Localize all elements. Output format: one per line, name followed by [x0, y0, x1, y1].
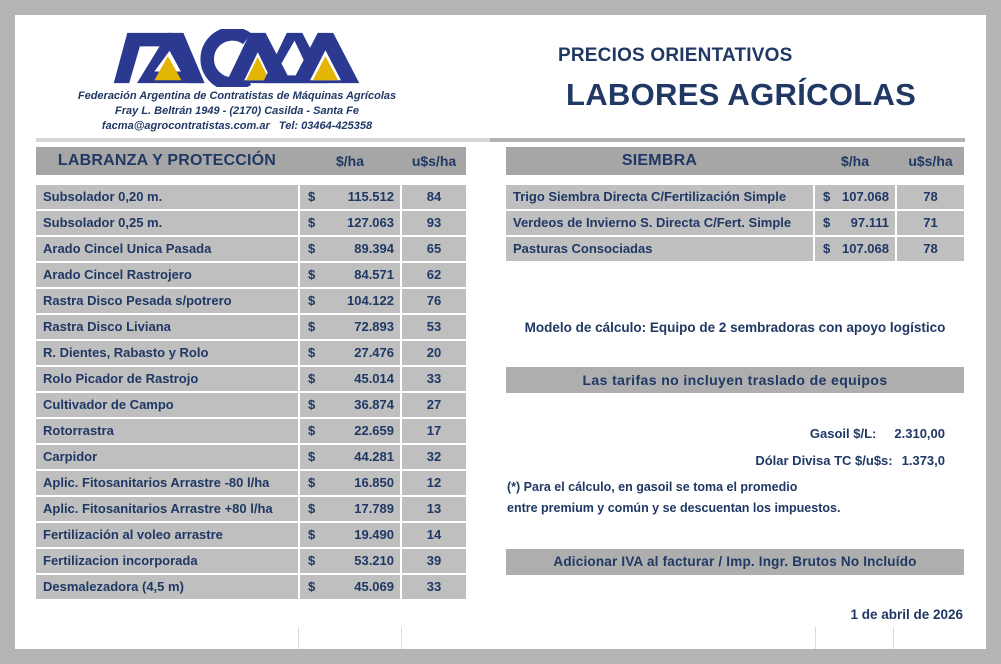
row-label: Pasturas Consociadas: [506, 237, 813, 261]
table-row: [506, 237, 964, 261]
table-row: [36, 367, 466, 391]
pesos-value: 53.210: [354, 553, 394, 568]
table-row: [36, 497, 466, 521]
dolar-label: Dólar Divisa TC $/u$s:: [755, 453, 893, 468]
row-price-usd: 39: [402, 549, 466, 573]
row-price-pesos: [300, 393, 400, 417]
pesos-value: 104.122: [347, 293, 394, 308]
row-label: Cultivador de Campo: [36, 393, 298, 417]
header-divider-right: [490, 138, 965, 142]
row-price-usd: 84: [402, 185, 466, 209]
gasoil-value: 2.310,00: [894, 426, 945, 441]
table-row: [36, 471, 466, 495]
currency-symbol: $: [308, 553, 316, 568]
labranza-rows: [36, 185, 466, 599]
row-label: Rolo Picador de Rastrojo: [36, 367, 298, 391]
table-row: [36, 445, 466, 469]
siembra-rows: [506, 185, 964, 261]
table-row: [36, 341, 466, 365]
footnote-line1: (*) Para el cálculo, en gasoil se toma el promedio: [507, 480, 798, 494]
currency-symbol: $: [308, 371, 316, 386]
pesos-value: 107.068: [842, 241, 889, 256]
row-label: Rotorrastra: [36, 419, 298, 443]
table-row: [36, 211, 466, 235]
row-price-pesos: [300, 523, 400, 547]
row-price-usd: 13: [402, 497, 466, 521]
org-contact: facma@agrocontratistas.com.ar Tel: 03464-425358: [101, 120, 373, 132]
row-label: Arado Cincel Rastrojero: [36, 263, 298, 287]
gasoil-rate-line: [506, 426, 945, 441]
date-label: 1 de abril de 2026: [850, 607, 963, 622]
currency-symbol: $: [308, 241, 316, 256]
header-divider-left: [36, 138, 490, 142]
row-label: Desmalezadora (4,5 m): [36, 575, 298, 599]
row-label: Aplic. Fitosanitarios Arrastre +80 l/ha: [36, 497, 298, 521]
pesos-value: 84.571: [354, 267, 394, 282]
facma-logo-icon: [111, 29, 364, 87]
row-price-usd: 53: [402, 315, 466, 339]
labranza-col-pesos: $/ha: [335, 153, 364, 169]
pesos-value: 44.281: [354, 449, 394, 464]
org-address: Fray L. Beltrán 1949 - (2170) Casilda - Santa Fe: [115, 105, 359, 117]
row-label: Rastra Disco Liviana: [36, 315, 298, 339]
row-price-pesos: [300, 289, 400, 313]
table-row: [36, 185, 466, 209]
table-row: [36, 315, 466, 339]
row-price-usd: 32: [402, 445, 466, 469]
pesos-value: 19.490: [354, 527, 394, 542]
org-block: [42, 25, 432, 134]
row-label: Fertilizacion incorporada: [36, 549, 298, 573]
row-label: Arado Cincel Unica Pasada: [36, 237, 298, 261]
siembra-col-pesos: $/ha: [840, 153, 869, 169]
pesos-value: 45.069: [354, 579, 394, 594]
row-price-usd: 78: [897, 237, 964, 261]
currency-symbol: $: [308, 397, 316, 412]
row-label: Fertilización al voleo arrastre: [36, 523, 298, 547]
currency-symbol: $: [308, 345, 316, 360]
gridline-tick: [893, 627, 894, 649]
currency-symbol: $: [308, 423, 316, 438]
row-price-pesos: [300, 263, 400, 287]
pesos-value: 127.063: [347, 215, 394, 230]
page-title-labores-agricolas: LABORES AGRÍCOLAS: [566, 77, 917, 112]
row-price-usd: 17: [402, 419, 466, 443]
row-label: Carpidor: [36, 445, 298, 469]
currency-symbol: $: [308, 501, 316, 516]
row-price-pesos: [300, 549, 400, 573]
gridline-tick: [298, 627, 299, 649]
footnote-line2: entre premium y común y se descuentan los impuestos.: [507, 501, 841, 515]
pesos-value: 115.512: [347, 189, 394, 204]
gridline-tick: [815, 627, 816, 649]
subtitle-precios-orientativos: PRECIOS ORIENTATIVOS: [558, 45, 793, 66]
currency-symbol: $: [308, 293, 316, 308]
row-price-pesos: [300, 185, 400, 209]
table-row: [36, 263, 466, 287]
pesos-value: 45.014: [354, 371, 394, 386]
row-price-pesos: [300, 419, 400, 443]
currency-symbol: $: [823, 241, 831, 256]
currency-symbol: $: [308, 215, 316, 230]
row-price-pesos: [815, 237, 895, 261]
table-row: [506, 211, 964, 235]
row-label: Aplic. Fitosanitarios Arrastre -80 l/ha: [36, 471, 298, 495]
table-row: [36, 289, 466, 313]
currency-symbol: $: [308, 319, 316, 334]
row-price-pesos: [815, 185, 895, 209]
currency-symbol: $: [308, 189, 316, 204]
modelo-calculo-note: Modelo de cálculo: Equipo de 2 sembradoras con apoyo logístico: [524, 320, 946, 335]
row-price-usd: 62: [402, 263, 466, 287]
siembra-col-usd: u$s/ha: [908, 153, 953, 169]
siembra-title: SIEMBRA: [621, 152, 698, 169]
table-row: [506, 185, 964, 209]
row-price-pesos: [300, 445, 400, 469]
row-price-pesos: [300, 237, 400, 261]
labranza-col-usd: u$s/ha: [411, 153, 457, 169]
gridline-tick: [401, 627, 402, 649]
row-price-pesos: [300, 367, 400, 391]
table-row: [36, 237, 466, 261]
row-price-pesos: [300, 497, 400, 521]
row-label: Subsolador 0,25 m.: [36, 211, 298, 235]
row-price-usd: 12: [402, 471, 466, 495]
row-price-usd: 71: [897, 211, 964, 235]
currency-symbol: $: [823, 215, 831, 230]
pesos-value: 17.789: [354, 501, 394, 516]
currency-symbol: $: [308, 267, 316, 282]
table-row: [36, 419, 466, 443]
price-sheet: [15, 15, 986, 649]
row-price-usd: 20: [402, 341, 466, 365]
row-label: Verdeos de Invierno S. Directa C/Fert. Simple: [506, 211, 813, 235]
gasoil-label: Gasoil $/L:: [809, 426, 877, 441]
row-price-usd: 76: [402, 289, 466, 313]
labranza-title: LABRANZA Y PROTECCIÓN: [57, 152, 277, 169]
table-row: [36, 393, 466, 417]
currency-symbol: $: [823, 189, 831, 204]
row-price-usd: 33: [402, 575, 466, 599]
dolar-rate-line: [506, 453, 945, 468]
row-price-usd: 27: [402, 393, 466, 417]
row-price-pesos: [300, 211, 400, 235]
table-row: [36, 523, 466, 547]
siembra-table-header: [506, 147, 964, 175]
pesos-value: 72.893: [354, 319, 394, 334]
row-label: Trigo Siembra Directa C/Fertilización Simple: [506, 185, 813, 209]
dolar-value: 1.373,0: [901, 453, 945, 468]
row-price-usd: 65: [402, 237, 466, 261]
pesos-value: 89.394: [354, 241, 394, 256]
row-price-usd: 78: [897, 185, 964, 209]
labranza-table-header: [36, 147, 466, 175]
row-price-pesos: [300, 471, 400, 495]
row-price-pesos: [300, 341, 400, 365]
currency-symbol: $: [308, 475, 316, 490]
row-price-usd: 14: [402, 523, 466, 547]
pesos-value: 97.111: [850, 215, 889, 230]
row-price-pesos: [815, 211, 895, 235]
pesos-value: 27.476: [354, 345, 394, 360]
pesos-value: 36.874: [354, 397, 394, 412]
pesos-value: 22.659: [354, 423, 394, 438]
currency-symbol: $: [308, 527, 316, 542]
banner-iva: Adicionar IVA al facturar / Imp. Ingr. Brutos No Incluído: [506, 549, 964, 575]
labranza-table: [36, 147, 466, 601]
pesos-value: 107.068: [842, 189, 889, 204]
banner-tarifas: Las tarifas no incluyen traslado de equipos: [506, 367, 964, 393]
pesos-value: 16.850: [354, 475, 394, 490]
row-price-pesos: [300, 315, 400, 339]
table-row: [36, 575, 466, 599]
row-price-usd: 93: [402, 211, 466, 235]
table-row: [36, 549, 466, 573]
row-label: Subsolador 0,20 m.: [36, 185, 298, 209]
siembra-table: [506, 147, 964, 263]
currency-symbol: $: [308, 579, 316, 594]
row-price-usd: 33: [402, 367, 466, 391]
row-label: R. Dientes, Rabasto y Rolo: [36, 341, 298, 365]
row-price-pesos: [300, 575, 400, 599]
row-label: Rastra Disco Pesada s/potrero: [36, 289, 298, 313]
currency-symbol: $: [308, 449, 316, 464]
org-name: Federación Argentina de Contratistas de Máquinas Agrícolas: [77, 90, 397, 102]
